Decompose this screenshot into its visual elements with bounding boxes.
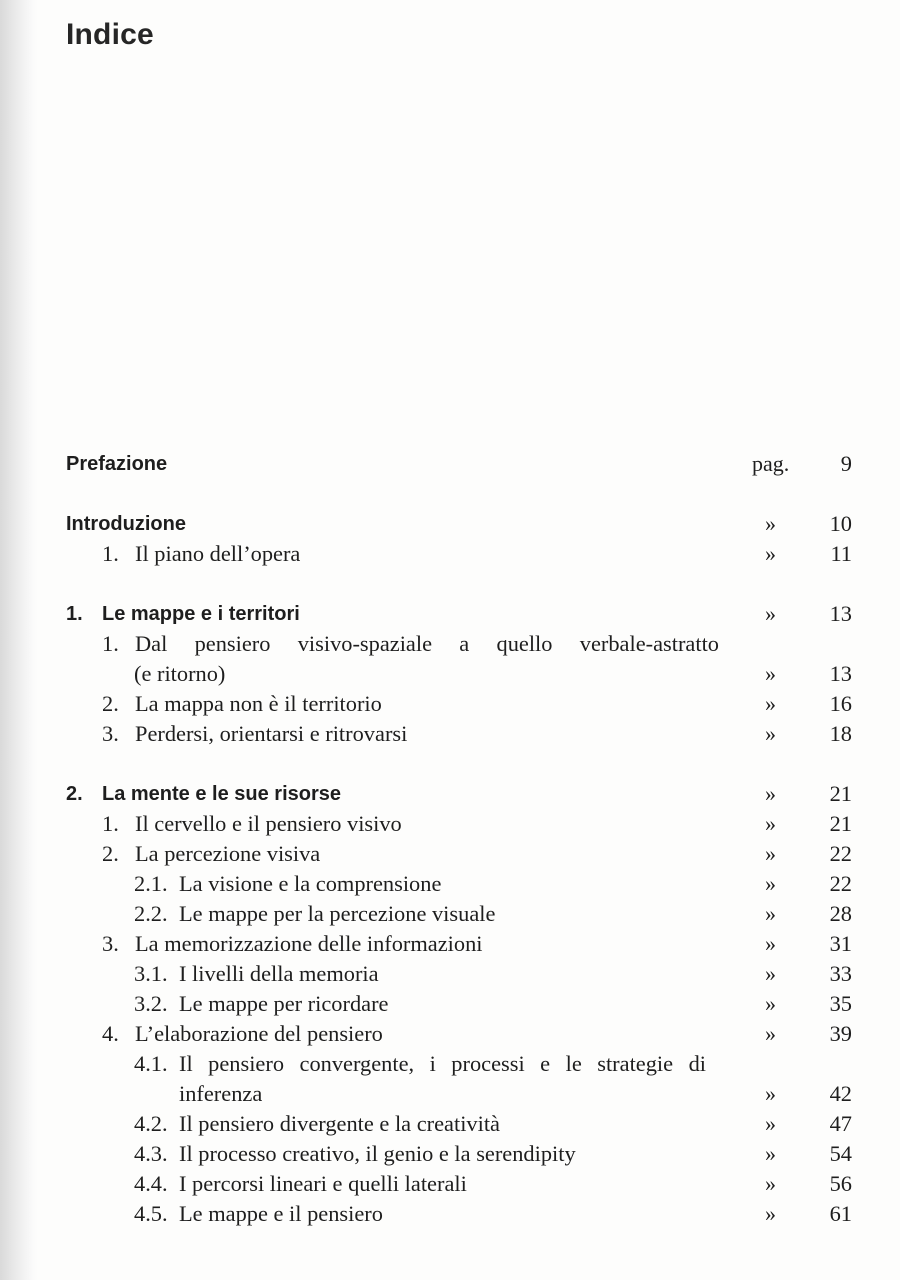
page-marker: » — [765, 691, 776, 716]
page-number: 9 — [840, 451, 852, 476]
page-marker: » — [765, 1171, 776, 1196]
toc-entry-title: Le mappe per la percezione visuale — [179, 901, 496, 926]
chapter-number: 2. — [66, 783, 83, 805]
page-number: 21 — [829, 781, 852, 806]
page-marker: » — [765, 1111, 776, 1136]
toc-entry-title: Le mappe e i territori — [102, 603, 300, 625]
page-marker: » — [765, 961, 776, 986]
subsection-number: 4.3. — [134, 1141, 168, 1166]
page-marker: » — [765, 1081, 776, 1106]
page-marker: » — [765, 1141, 776, 1166]
section-number: 1. — [102, 541, 119, 566]
page-number: 18 — [829, 721, 852, 746]
toc-entry-prefazione[interactable] — [0, 449, 900, 479]
page-marker: » — [765, 781, 776, 806]
toc-entry-title-continuation: inferenza — [179, 1081, 263, 1106]
toc-subentry[interactable] — [0, 869, 900, 899]
toc-entry-title: Il cervello e il pensiero visivo — [135, 811, 402, 836]
toc-entry-title: Le mappe e il pensiero — [179, 1201, 383, 1226]
toc-subentry[interactable] — [0, 1199, 900, 1229]
section-number: 4. — [102, 1021, 119, 1046]
toc-entry-title: Il pensiero divergente e la creatività — [179, 1111, 500, 1136]
subsection-number: 2.2. — [134, 901, 168, 926]
toc-entry[interactable] — [0, 929, 900, 959]
page-number: 39 — [829, 1021, 852, 1046]
page-number: 56 — [829, 1171, 852, 1196]
toc-entry[interactable] — [0, 839, 900, 869]
toc-subentry[interactable] — [0, 989, 900, 1019]
page-number: 22 — [829, 871, 852, 896]
page-number: 54 — [829, 1141, 852, 1166]
toc-subentry[interactable] — [0, 1169, 900, 1199]
toc-subentry-continuation[interactable] — [0, 1079, 900, 1109]
toc-entry-title: La mappa non è il territorio — [135, 691, 382, 716]
subsection-number: 4.2. — [134, 1111, 168, 1136]
toc-subentry[interactable] — [0, 1139, 900, 1169]
subsection-number: 4.4. — [134, 1171, 168, 1196]
toc-entry-title: I percorsi lineari e quelli laterali — [179, 1171, 467, 1196]
toc-entry-title: Introduzione — [66, 513, 186, 535]
subsection-number: 3.1. — [134, 961, 168, 986]
toc-subentry[interactable] — [0, 1049, 900, 1079]
toc-subentry[interactable] — [0, 1109, 900, 1139]
toc-subentry[interactable] — [0, 959, 900, 989]
toc-entry-title: Dal pensiero visivo-spaziale a quello verbale-astratto — [135, 631, 719, 656]
toc-entry-title: Il pensiero convergente, i processi e le strategie di — [179, 1051, 706, 1076]
page-marker: » — [765, 931, 776, 956]
toc-entry[interactable] — [0, 629, 900, 659]
page-marker: » — [765, 661, 776, 686]
toc-chapter-2[interactable] — [0, 779, 900, 809]
page-number: 16 — [829, 691, 852, 716]
page-marker: » — [765, 871, 776, 896]
subsection-number: 3.2. — [134, 991, 168, 1016]
page-number: 13 — [829, 661, 852, 686]
page-number: 35 — [829, 991, 852, 1016]
page-number: 10 — [829, 511, 852, 536]
page-number: 31 — [829, 931, 852, 956]
page-number: 28 — [829, 901, 852, 926]
toc-entry-continuation[interactable] — [0, 659, 900, 689]
toc-entry[interactable] — [0, 809, 900, 839]
page-marker: » — [765, 511, 776, 536]
subsection-number: 2.1. — [134, 871, 168, 896]
toc-entry-title: L’elaborazione del pensiero — [135, 1021, 383, 1046]
page-marker: » — [765, 901, 776, 926]
page-marker: » — [765, 1201, 776, 1226]
toc-entry[interactable] — [0, 689, 900, 719]
toc-entry-title: La memorizzazione delle informazioni — [135, 931, 483, 956]
page-marker: pag. — [752, 451, 790, 476]
page-number: 11 — [830, 541, 852, 566]
table-of-contents — [0, 449, 900, 1229]
section-number: 3. — [102, 721, 119, 746]
page-marker: » — [765, 721, 776, 746]
toc-entry-title: La percezione visiva — [135, 841, 321, 866]
page-number: 42 — [829, 1081, 852, 1106]
chapter-number: 1. — [66, 603, 83, 625]
page-marker: » — [765, 601, 776, 626]
toc-entry[interactable] — [0, 719, 900, 749]
page-marker: » — [765, 811, 776, 836]
toc-entry-title: Il piano dell’opera — [135, 541, 301, 566]
toc-entry-title: Prefazione — [66, 453, 168, 475]
toc-subentry[interactable] — [0, 899, 900, 929]
page-number: 47 — [829, 1111, 852, 1136]
section-number: 2. — [102, 841, 119, 866]
toc-entry-title: La visione e la comprensione — [179, 871, 442, 896]
toc-entry-title: I livelli della memoria — [179, 961, 379, 986]
page-number: 22 — [829, 841, 852, 866]
page-marker: » — [765, 991, 776, 1016]
page-marker: » — [765, 541, 776, 566]
page-number: 61 — [829, 1201, 852, 1226]
toc-entry-title: Perdersi, orientarsi e ritrovarsi — [135, 721, 408, 746]
toc-entry-introduzione[interactable] — [0, 509, 900, 539]
section-number: 1. — [102, 631, 119, 656]
toc-entry-title-continuation: (e ritorno) — [134, 661, 226, 686]
toc-chapter-1[interactable] — [0, 599, 900, 629]
page-marker: » — [765, 841, 776, 866]
toc-entry-title: La mente e le sue risorse — [102, 783, 342, 805]
page-number: 21 — [829, 811, 852, 836]
page-marker: » — [765, 1021, 776, 1046]
toc-entry-title: Le mappe per ricordare — [179, 991, 389, 1016]
section-number: 3. — [102, 931, 119, 956]
section-number: 1. — [102, 811, 119, 836]
page-title: Indice — [66, 18, 154, 51]
page-number: 13 — [829, 601, 852, 626]
page-number: 33 — [829, 961, 852, 986]
section-number: 2. — [102, 691, 119, 716]
subsection-number: 4.5. — [134, 1201, 168, 1226]
toc-entry[interactable] — [0, 539, 900, 569]
toc-entry[interactable] — [0, 1019, 900, 1049]
subsection-number: 4.1. — [134, 1051, 168, 1076]
toc-entry-title: Il processo creativo, il genio e la serendipity — [179, 1141, 576, 1166]
